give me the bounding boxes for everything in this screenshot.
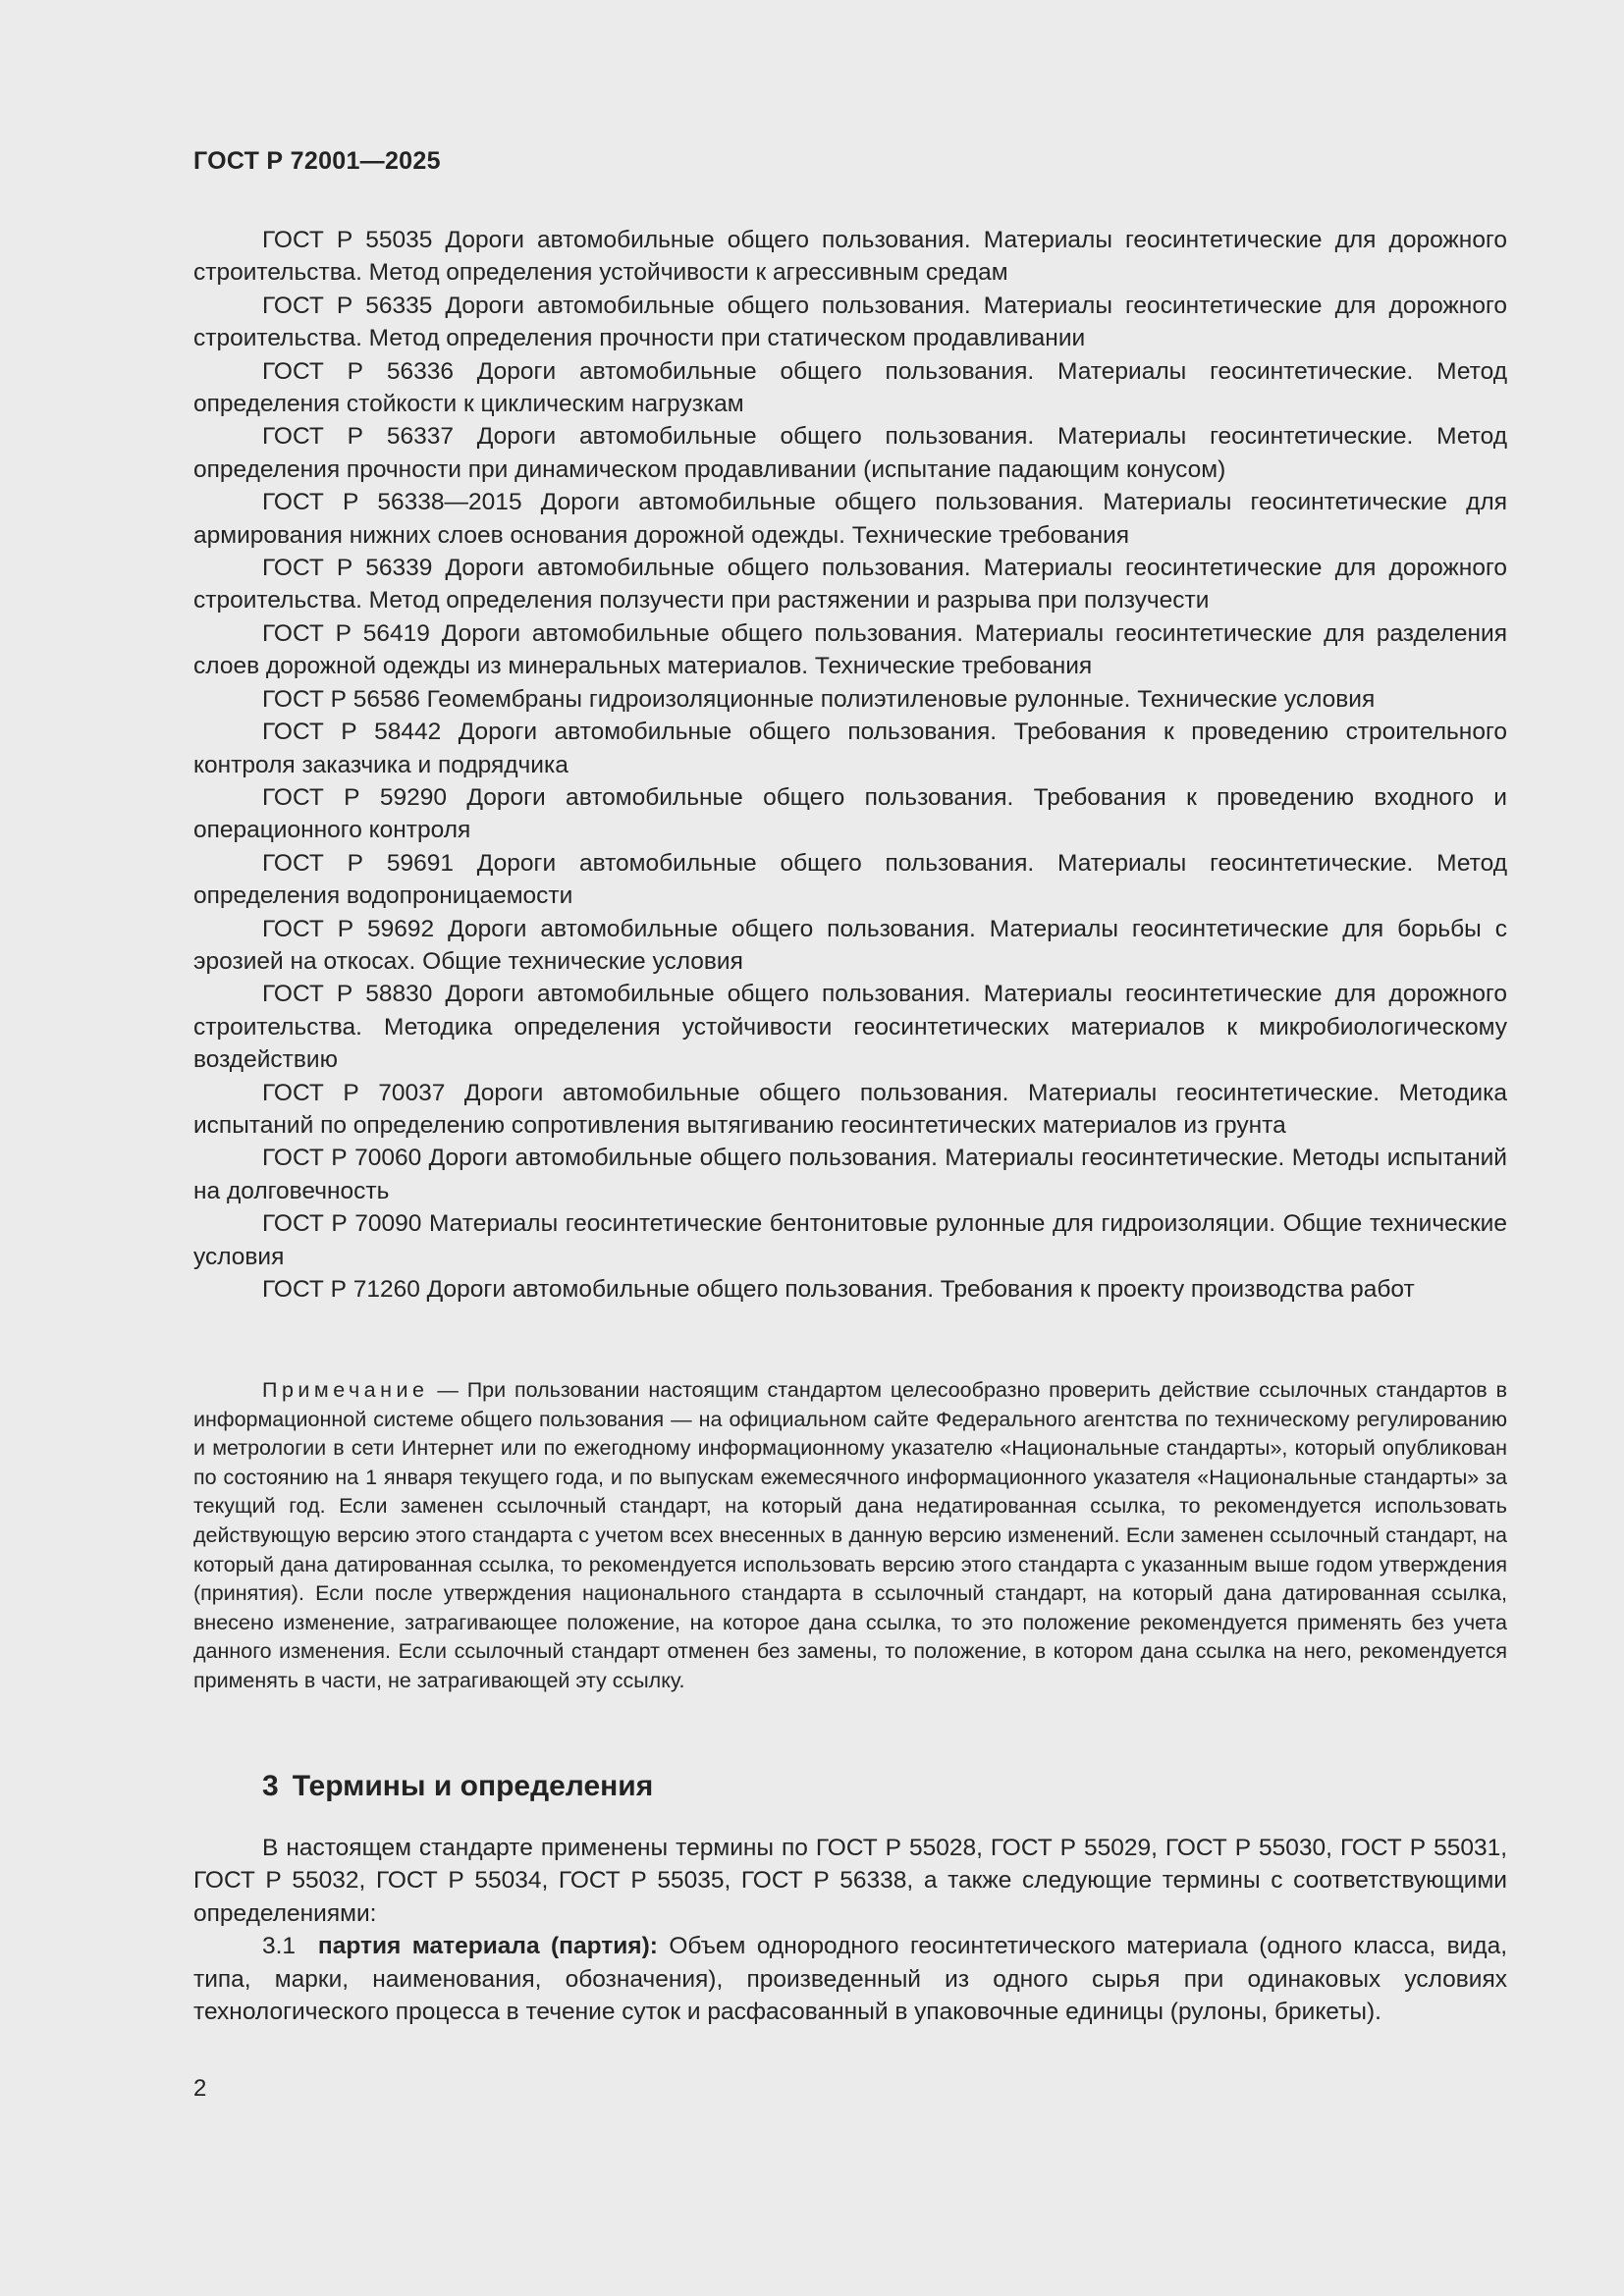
section-heading bbox=[262, 1770, 653, 1803]
reference-item: ГОСТ Р 56586 Геомембраны гидроизоляционные полиэтиленовые рулонные. Технические условия bbox=[262, 685, 1376, 713]
reference-item: ГОСТ Р 58830 Дороги автомобильные общего пользования. Материалы геосинтетические для дорожного строительства. Методика определения устойчивости геосинтетических материалов к микробиологическому воздействию bbox=[193, 981, 1507, 1074]
reference-item: ГОСТ Р 59290 Дороги автомобильные общего пользования. Требования к проведению входного и операционного контроля bbox=[193, 783, 1507, 844]
reference-item: ГОСТ Р 58442 Дороги автомобильные общего пользования. Требования к проведению строительного контроля заказчика и подрядчика bbox=[193, 719, 1507, 778]
terms-section-body bbox=[193, 1832, 1507, 2028]
note-paragraph bbox=[193, 1376, 1507, 1696]
reference-item: ГОСТ Р 70037 Дороги автомобильные общего пользования. Материалы геосинтетические. Методика испытаний по определению сопротивления вытягиванию геосинтетических материалов из грунта bbox=[193, 1079, 1507, 1139]
term-name: партия материала (партия): bbox=[317, 1933, 658, 1960]
term-number: 3.1 bbox=[262, 1933, 297, 1960]
normative-references-list bbox=[193, 224, 1507, 1306]
page-number: 2 bbox=[193, 2075, 207, 2102]
reference-item: ГОСТ Р 70060 Дороги автомобильные общего пользования. Материалы геосинтетические. Методы испытаний на долговечность bbox=[193, 1145, 1507, 1204]
reference-item: ГОСТ Р 71260 Дороги автомобильные общего пользования. Требования к проекту производства работ bbox=[262, 1276, 1415, 1303]
section-number: 3 bbox=[262, 1770, 279, 1802]
reference-item: ГОСТ Р 56336 Дороги автомобильные общего пользования. Материалы геосинтетические. Метод определения стойкости к циклическим нагрузкам bbox=[193, 357, 1507, 418]
reference-item: ГОСТ Р 56338—2015 Дороги автомобильные общего пользования. Материалы геосинтетические для армирования нижних слоев основания дорожной одежды. Технические требования bbox=[193, 489, 1507, 549]
reference-item: ГОСТ Р 55035 Дороги автомобильные общего пользования. Материалы геосинтетические для дорожного строительства. Метод определения устойчивости к агрессивным средам bbox=[193, 227, 1507, 287]
reference-item: ГОСТ Р 56337 Дороги автомобильные общего пользования. Материалы геосинтетические. Метод определения прочности при динамическом продавливании (испытание падающим конусом) bbox=[193, 423, 1507, 483]
reference-item: ГОСТ Р 56419 Дороги автомобильные общего пользования. Материалы геосинтетические для разделения слоев дорожной одежды из минеральных материалов. Технические требования bbox=[193, 619, 1507, 680]
terms-intro: В настоящем стандарте применены термины по ГОСТ Р 55028, ГОСТ Р 55029, ГОСТ Р 55030, ГОСТ Р 55031, ГОСТ Р 55032, ГОСТ Р 55034, ГОСТ Р 55035, ГОСТ Р 56338, а также следующие термины с соответствующими определениями: bbox=[193, 1835, 1507, 1927]
reference-item: ГОСТ Р 70090 Материалы геосинтетические бентонитовые рулонные для гидроизоляции. Общие технические условия bbox=[193, 1210, 1507, 1270]
reference-item: ГОСТ Р 59692 Дороги автомобильные общего пользования. Материалы геосинтетические для борьбы с эрозией на откосах. Общие технические условия bbox=[193, 915, 1507, 975]
note-text: — При пользовании настоящим стандартом целесообразно проверить действие ссылочных стандартов в информационной системе общего пользования — на официальном сайте Федерального агентства по техническому регулированию и метрологии в сети Интернет или по ежегодному информационному указателю «Национальные стандарты», который опубликован по состоянию на 1 января текущего года, и по выпускам ежемесячного информационного указателя «Национальные стандарты» за текущий год. Если заменен ссылочный стандарт, на который дана недатированная ссылка, то рекомендуется использовать действующую версию этого стандарта с учетом всех внесенных в данную версию изменений. Если заменен ссылочный стандарт, на который дана датированная ссылка, то рекомендуется использовать версию этого стандарта с указанным выше годом утверждения (принятия). Если после утверждения национального стандарта в ссылочный стандарт, на который дана датированная ссылка, внесено изменение, затрагивающее положение, на которое дана ссылка, то это положение рекомендуется применять без учета данного изменения. Если ссылочный стандарт отменен без замены, то положение, в котором дана ссылка на него, рекомендуется применять в части, не затрагивающей эту ссылку. bbox=[193, 1378, 1507, 1692]
document-header: ГОСТ Р 72001—2025 bbox=[193, 147, 441, 175]
reference-item: ГОСТ Р 56339 Дороги автомобильные общего пользования. Материалы геосинтетические для дорожного строительства. Метод определения ползучести при растяжении и разрыва при ползучести bbox=[193, 555, 1507, 614]
reference-item: ГОСТ Р 59691 Дороги автомобильные общего пользования. Материалы геосинтетические. Метод определения водопроницаемости bbox=[193, 849, 1507, 910]
section-title-text: Термины и определения bbox=[292, 1770, 654, 1802]
term-definition: Объем однородного геосинтетического материала (одного класса, вида, типа, марки, наименования, обозначения), произведенный из одного сырья при одинаковых условиях технологического процесса в течение суток и расфасованный в упаковочные единицы (рулоны, брикеты). bbox=[193, 1933, 1508, 2026]
term-entry bbox=[193, 1930, 1507, 2028]
reference-item: ГОСТ Р 56335 Дороги автомобильные общего пользования. Материалы геосинтетические для дорожного строительства. Метод определения прочности при статическом продавливании bbox=[193, 292, 1507, 352]
note-label: Примечание bbox=[262, 1378, 429, 1402]
